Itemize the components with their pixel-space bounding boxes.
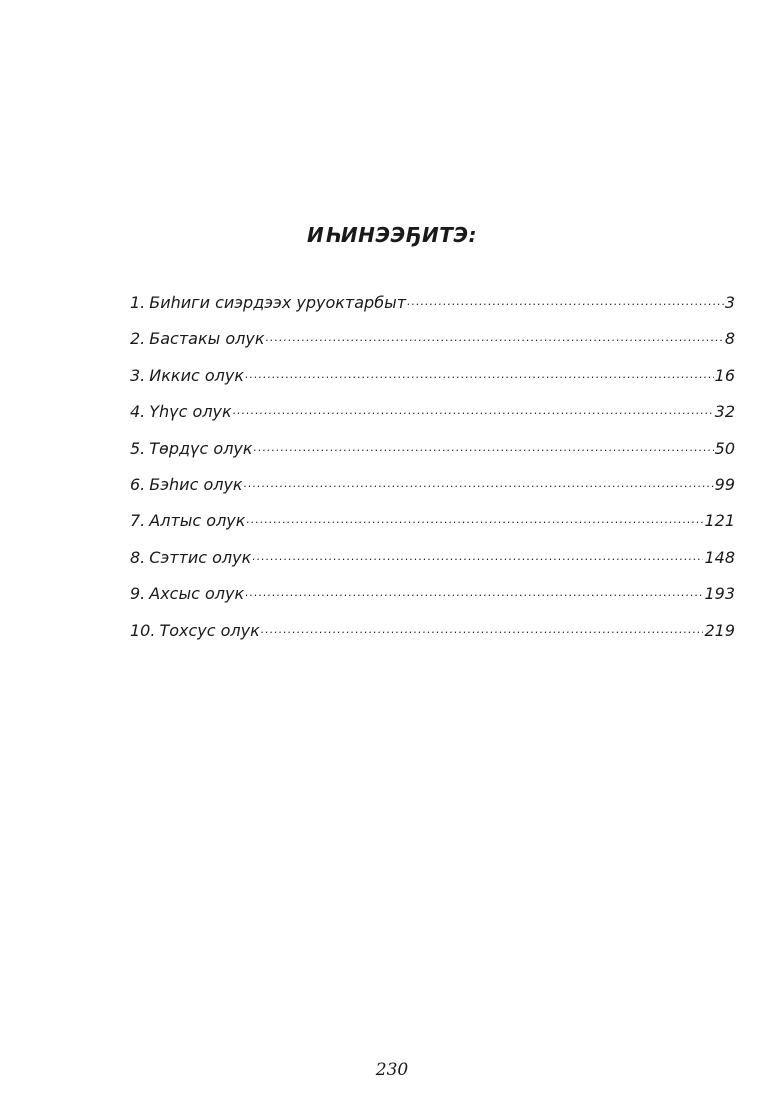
- toc-entry-label: Сэттис олук: [149, 547, 252, 567]
- toc-entry-number: 4.: [130, 402, 146, 422]
- toc-entry-number: 6.: [130, 474, 146, 494]
- toc-entry-number: 8.: [130, 547, 146, 567]
- toc-entry: [130, 292, 735, 328]
- toc-entry-page: 50: [714, 438, 735, 458]
- toc-entry-page: 99: [714, 474, 735, 494]
- toc-entry-page: 16: [714, 365, 735, 385]
- toc-leader-dots: [407, 292, 724, 308]
- toc-leader-dots: [244, 474, 714, 490]
- toc-entry: [130, 401, 735, 437]
- toc-entry-page: 3: [724, 293, 735, 312]
- toc-entry-page: 32: [714, 402, 735, 422]
- toc-entry-label: Бэһис олук: [149, 474, 243, 494]
- toc-leader-dots: [266, 328, 724, 344]
- toc-entry-number: 7.: [130, 511, 146, 531]
- toc-entry-number: 2.: [130, 329, 146, 349]
- toc-entry-page: 219: [704, 620, 735, 640]
- toc-entry-number: 3.: [130, 365, 146, 385]
- toc-entry-label: Бастакы олук: [149, 329, 265, 349]
- toc-entry-page: 193: [704, 584, 735, 604]
- toc-entry-label: Иккис олук: [149, 365, 244, 385]
- toc-entry-label: Ахсыс олук: [149, 584, 245, 604]
- toc-leader-dots: [245, 583, 703, 599]
- toc-entry: [130, 510, 735, 546]
- toc-entry: [130, 620, 735, 656]
- toc-entry: [130, 438, 735, 474]
- toc-entry-label: Биһиги сиэрдээх уруоктарбыт: [149, 293, 407, 312]
- page-number: 230: [375, 1060, 409, 1080]
- toc-leader-dots: [245, 365, 714, 381]
- toc-entry-label: Төрдүс олук: [149, 438, 253, 458]
- toc-leader-dots: [246, 510, 703, 526]
- toc-entry-label: Тохсус олук: [159, 620, 260, 640]
- toc-entry: [130, 365, 735, 401]
- toc-list: [130, 292, 735, 656]
- toc-entry-page: 148: [704, 547, 735, 567]
- toc-leader-dots: [233, 401, 714, 417]
- toc-entry: [130, 583, 735, 619]
- toc-entry-label: Алтыс олук: [149, 511, 246, 531]
- toc-entry-number: 1.: [130, 293, 146, 312]
- toc-entry-page: 8: [724, 329, 735, 349]
- toc-entry-number: 9.: [130, 584, 146, 604]
- toc-entry-number: 5.: [130, 438, 146, 458]
- toc-entry: [130, 328, 735, 364]
- toc-leader-dots: [252, 547, 703, 563]
- toc-entry: [130, 474, 735, 510]
- toc-leader-dots: [261, 620, 704, 636]
- toc-title: ИҺИНЭЭҔИТЭ:: [306, 223, 478, 247]
- toc-entry-page: 121: [704, 511, 735, 531]
- toc-entry: [130, 547, 735, 583]
- toc-entry-label: Үһүс олук: [149, 402, 232, 422]
- toc-entry-number: 10.: [130, 620, 156, 640]
- toc-leader-dots: [254, 438, 714, 454]
